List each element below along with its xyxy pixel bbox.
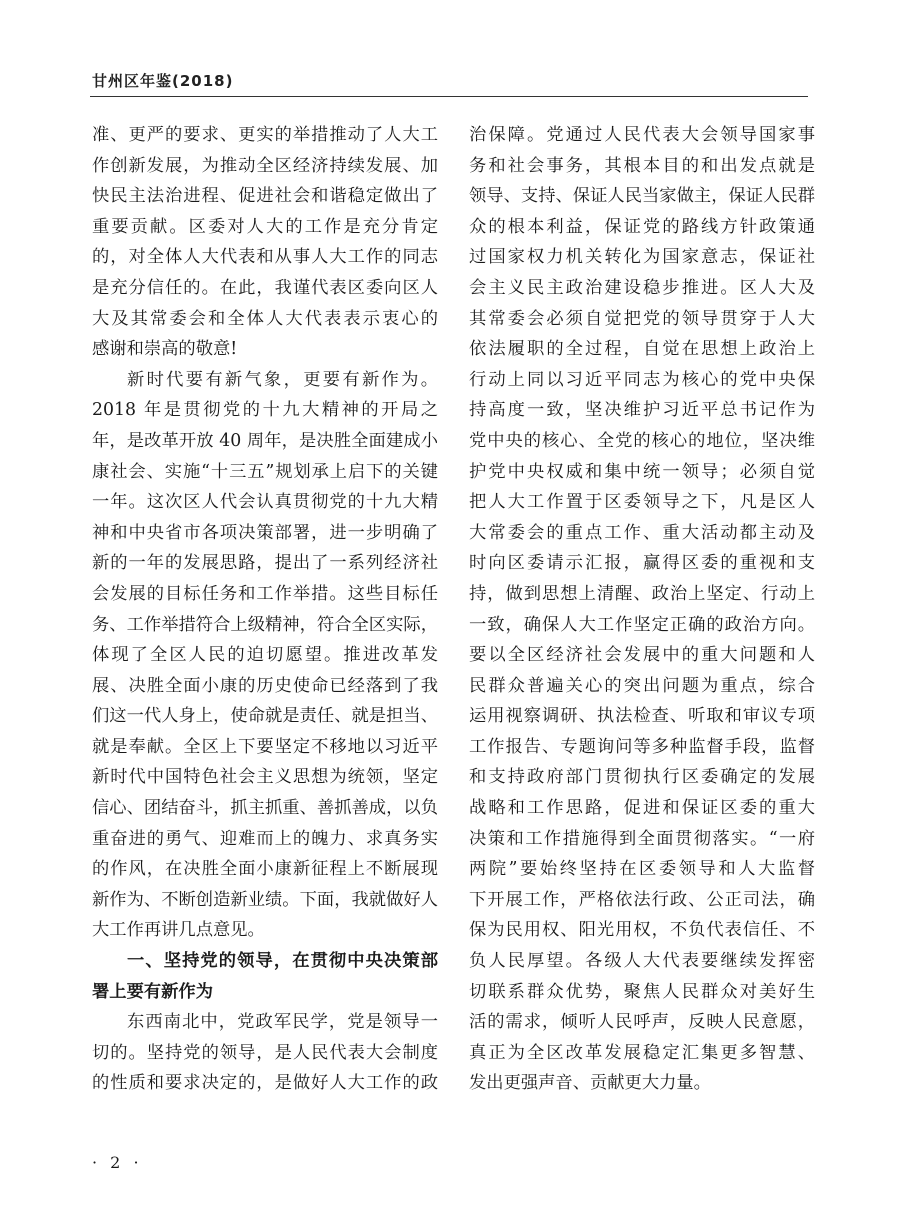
text-line: 感谢和崇高的敬意!	[92, 339, 238, 360]
running-header-title: 甘州区年鉴(2018)	[92, 72, 234, 90]
text-line: 下开展工作，严格依法行政、公正司法，确	[469, 889, 815, 910]
text-line: 和支持政府部门贯彻执行区委确定的发展	[469, 767, 815, 788]
text-line: 行动上同以习近平同志为核心的党中央保	[469, 369, 815, 390]
text-line: 就是奉献。全区上下要坚定不移地以习近平	[92, 736, 438, 757]
text-line: 持，做到思想上清醒、政治上坚定、行动上	[469, 583, 815, 604]
text-line: 东西南北中，党政军民学，党是领导一	[127, 1012, 438, 1033]
text-line: 大常委会的重点工作、重大活动都主动及	[469, 522, 815, 543]
text-line: 务和社会事务，其根本目的和出发点就是	[469, 155, 815, 176]
text-line: 作创新发展，为推动全区经济持续发展、加	[92, 155, 438, 176]
text-line: 2018 年是贯彻党的十九大精神的开局之	[92, 400, 438, 421]
text-line: 真正为全区改革发展稳定汇集更多智慧、	[469, 1042, 815, 1063]
left-text-column	[92, 120, 438, 1099]
text-line: 负人民厚望。各级人大代表要继续发挥密	[469, 951, 815, 972]
text-line: 活的需求，倾听人民呼声，反映人民意愿，	[469, 1012, 815, 1033]
text-line: 神和中央省市各项决策部署，进一步明确了	[92, 522, 438, 543]
text-line: 时向区委请示汇报，赢得区委的重视和支	[469, 553, 815, 574]
text-line: 会发展的目标任务和工作举措。这些目标任	[92, 583, 438, 604]
text-line: 众的根本利益，保证党的路线方针政策通	[469, 216, 815, 237]
text-line: 新的一年的发展思路，提出了一系列经济社	[92, 553, 438, 574]
text-line: 重要贡献。区委对人大的工作是充分肯定	[92, 216, 438, 237]
text-line: 康社会、实施“十三五”规划承上启下的关键	[92, 461, 438, 482]
text-line: 务、工作举措符合上级精神，符合全区实际，	[92, 614, 438, 635]
text-line: 们这一代人身上，使命就是责任、就是担当、	[92, 706, 438, 727]
text-line: 过国家权力机关转化为国家意志，保证社	[469, 247, 815, 268]
text-line: 展、决胜全面小康的历史使命已经落到了我	[92, 675, 438, 696]
text-line: 民群众普遍关心的突出问题为重点，综合	[469, 675, 815, 696]
text-line: 领导、支持、保证人民当家做主，保证人民群	[469, 186, 815, 207]
text-line: 的，对全体人大代表和从事人大工作的同志	[92, 247, 438, 268]
text-line: 快民主法治进程、促进社会和谐稳定做出了	[92, 186, 438, 207]
text-line: 新作为、不断创造新业绩。下面，我就做好人	[92, 889, 438, 910]
text-line: 党中央的核心、全党的核心的地位，坚决维	[469, 430, 815, 451]
text-line: 一、坚持党的领导，在贯彻中央决策部	[127, 951, 438, 972]
text-line: 其常委会必须自觉把党的领导贯穿于人大	[469, 308, 815, 329]
text-line: 信心、团结奋斗，抓主抓重、善抓善成，以负	[92, 798, 438, 819]
text-line: 两院”要始终坚持在区委领导和人大监督	[469, 859, 815, 880]
text-line: 的作风，在决胜全面小康新征程上不断展现	[92, 859, 438, 880]
text-line: 护党中央权威和集中统一领导；必须自觉	[469, 461, 815, 482]
text-line: 大及其常委会和全体人大代表表示衷心的	[92, 308, 438, 329]
text-line: 工作报告、专题询问等多种监督手段，监督	[469, 736, 815, 757]
text-line: 决策和工作措施得到全面贯彻落实。“一府	[469, 828, 815, 849]
text-line: 署上要有新作为	[92, 981, 213, 1002]
text-line: 会主义民主政治建设稳步推进。区人大及	[469, 277, 815, 298]
header-divider	[90, 96, 808, 97]
text-line: 依法履职的全过程，自觉在思想上政治上	[469, 339, 815, 360]
text-line: 切的。坚持党的领导，是人民代表大会制度	[92, 1042, 438, 1063]
right-text-column	[469, 120, 815, 1099]
text-line: 重奋进的勇气、迎难而上的魄力、求真务实	[92, 828, 438, 849]
text-line: 持高度一致，坚决维护习近平总书记作为	[469, 400, 815, 421]
text-line: 的性质和要求决定的，是做好人大工作的政	[92, 1073, 438, 1094]
text-line: 新时代要有新气象，更要有新作为。	[127, 369, 438, 390]
text-line: 发出更强声音、贡献更大力量。	[469, 1073, 711, 1094]
text-line: 一致，确保人大工作坚定正确的政治方向。	[469, 614, 815, 635]
text-line: 把人大工作置于区委领导之下，凡是区人	[469, 492, 815, 513]
page-number: · 2 ·	[92, 1153, 143, 1172]
text-line: 要以全区经济社会发展中的重大问题和人	[469, 645, 815, 666]
text-line: 年，是改革开放 40 周年，是决胜全面建成小	[92, 430, 438, 451]
text-line: 是充分信任的。在此，我谨代表区委向区人	[92, 277, 438, 298]
text-line: 切联系群众优势，聚焦人民群众对美好生	[469, 981, 815, 1002]
text-line: 体现了全区人民的迫切愿望。推进改革发	[92, 645, 438, 666]
text-line: 保为民用权、阳光用权，不负代表信任、不	[469, 920, 815, 941]
text-line: 新时代中国特色社会主义思想为统领，坚定	[92, 767, 438, 788]
text-line: 大工作再讲几点意见。	[92, 920, 265, 941]
text-line: 治保障。党通过人民代表大会领导国家事	[469, 125, 815, 145]
text-line: 运用视察调研、执法检查、听取和审议专项	[469, 706, 815, 727]
text-line: 准、更严的要求、更实的举措推动了人大工	[92, 125, 438, 145]
text-line: 战略和工作思路，促进和保证区委的重大	[469, 798, 815, 819]
text-line: 一年。这次区人代会认真贯彻党的十九大精	[92, 492, 438, 513]
